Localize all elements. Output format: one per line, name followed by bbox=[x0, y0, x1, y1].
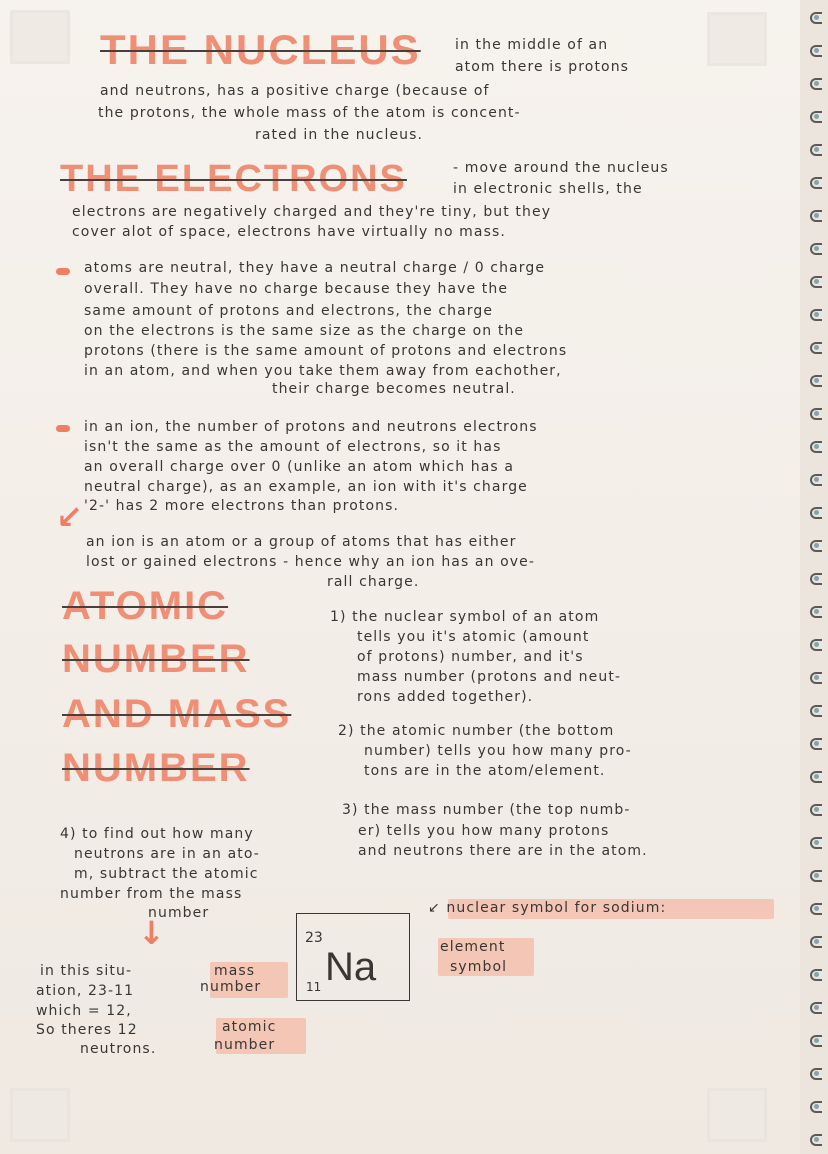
electrons-line-1: - move around the nucleus bbox=[453, 160, 669, 176]
ring-icon bbox=[810, 505, 822, 517]
point-1-line-2: tells you it's atomic (amount bbox=[357, 629, 590, 645]
ring-icon bbox=[810, 571, 822, 583]
ring-icon bbox=[810, 76, 822, 88]
bullet-mark bbox=[56, 268, 70, 275]
corner-mark bbox=[707, 12, 767, 66]
electrons-heading: THE ELECTRONS bbox=[60, 158, 407, 200]
neutral-line-5: protons (there is the same amount of protons and electrons bbox=[84, 343, 568, 359]
ring-icon bbox=[810, 703, 822, 715]
ring-icon bbox=[810, 1066, 822, 1078]
nucleus-heading: THE NUCLEUS bbox=[100, 26, 421, 73]
ring-icon bbox=[810, 43, 822, 55]
nucleus-line-1: in the middle of an bbox=[455, 37, 609, 53]
ring-icon bbox=[810, 538, 822, 550]
ring-icon bbox=[810, 340, 822, 352]
electrons-line-4: cover alot of space, electrons have virtually no mass. bbox=[72, 224, 506, 240]
point-4-line-5: number bbox=[148, 905, 210, 921]
symbol-caption: ↙ nuclear symbol for sodium: bbox=[428, 900, 667, 916]
ring-icon bbox=[810, 736, 822, 748]
example-line-4: So theres 12 bbox=[36, 1022, 138, 1038]
neutral-line-6: in an atom, and when you take them away from eachother, bbox=[84, 363, 562, 379]
ring-icon bbox=[810, 1099, 822, 1111]
point-4-line-4: number from the mass bbox=[60, 886, 243, 902]
nucleus-line-3: and neutrons, has a positive charge (because of bbox=[100, 83, 490, 99]
ring-icon bbox=[810, 142, 822, 154]
ring-icon bbox=[810, 802, 822, 814]
neutral-line-3: same amount of protons and electrons, the charge bbox=[84, 303, 494, 319]
down-arrow-icon: ↓ bbox=[138, 914, 165, 952]
corner-mark bbox=[10, 10, 70, 64]
ring-icon bbox=[810, 10, 822, 22]
electrons-line-3: electrons are negatively charged and they're tiny, but they bbox=[72, 204, 552, 220]
atomic-number: 11 bbox=[306, 980, 322, 994]
ring-icon bbox=[810, 109, 822, 121]
example-line-3: which = 12, bbox=[36, 1003, 132, 1019]
ring-icon bbox=[810, 769, 822, 781]
ring-icon bbox=[810, 307, 822, 319]
ring-icon bbox=[810, 208, 822, 220]
element-label-1: element bbox=[440, 939, 506, 955]
neutral-line-1: atoms are neutral, they have a neutral charge / 0 charge bbox=[84, 260, 546, 276]
ring-icon bbox=[810, 604, 822, 616]
element-label-2: symbol bbox=[450, 959, 508, 975]
point-2-line-1: 2) the atomic number (the bottom bbox=[338, 723, 615, 739]
ring-icon bbox=[810, 439, 822, 451]
point-1-line-3: of protons) number, and it's bbox=[357, 649, 584, 665]
ring-icon bbox=[810, 670, 822, 682]
atomic-label-1: atomic bbox=[222, 1019, 277, 1035]
point-1-line-5: rons added together). bbox=[357, 689, 534, 705]
nucleus-line-2: atom there is protons bbox=[455, 59, 630, 75]
mass-label-2: number bbox=[200, 979, 262, 995]
nucleus-line-4: the protons, the whole mass of the atom is concent- bbox=[98, 105, 521, 121]
electrons-line-2: in electronic shells, the bbox=[453, 181, 643, 197]
neutral-line-2: overall. They have no charge because they have the bbox=[84, 281, 509, 297]
mass-label-1: mass bbox=[214, 963, 256, 979]
symbol-caption-text: nuclear symbol for sodium: bbox=[446, 900, 667, 916]
atomic-heading-1: ATOMIC bbox=[62, 584, 229, 628]
point-1-line-1: 1) the nuclear symbol of an atom bbox=[330, 609, 600, 625]
ring-icon bbox=[810, 868, 822, 880]
ion-def-3: rall charge. bbox=[327, 574, 420, 590]
bullet-mark bbox=[56, 425, 70, 432]
ring-icon bbox=[810, 1132, 822, 1144]
curved-arrow-icon: ↙ bbox=[56, 498, 83, 536]
ring-icon bbox=[810, 406, 822, 418]
ion-def-1: an ion is an atom or a group of atoms that has either bbox=[86, 534, 517, 550]
nucleus-line-5: rated in the nucleus. bbox=[255, 127, 424, 143]
point-1-line-4: mass number (protons and neut- bbox=[357, 669, 622, 685]
spiral-binding bbox=[800, 0, 828, 1154]
atomic-heading-2: NUMBER bbox=[62, 637, 250, 681]
ring-icon bbox=[810, 175, 822, 187]
neutral-line-7: their charge becomes neutral. bbox=[272, 381, 516, 397]
ring-icon bbox=[810, 967, 822, 979]
point-3-line-3: and neutrons there are in the atom. bbox=[358, 843, 648, 859]
ring-icon bbox=[810, 373, 822, 385]
ring-icon bbox=[810, 472, 822, 484]
ring-icon bbox=[810, 637, 822, 649]
point-3-line-1: 3) the mass number (the top numb- bbox=[342, 802, 631, 818]
ion-def-2: lost or gained electrons - hence why an ion has an ove- bbox=[86, 554, 536, 570]
ring-icon bbox=[810, 835, 822, 847]
ring-icon bbox=[810, 901, 822, 913]
ring-icon bbox=[810, 934, 822, 946]
example-line-5: neutrons. bbox=[80, 1041, 157, 1057]
atomic-heading-3: AND MASS bbox=[62, 692, 292, 736]
example-line-2: ation, 23-11 bbox=[36, 983, 135, 999]
atomic-heading-4: NUMBER bbox=[62, 746, 250, 790]
corner-mark bbox=[707, 1088, 767, 1142]
ring-icon bbox=[810, 241, 822, 253]
point-3-line-2: er) tells you how many protons bbox=[358, 823, 610, 839]
atomic-label-2: number bbox=[214, 1037, 276, 1053]
mass-number: 23 bbox=[305, 930, 323, 946]
ion-line-3: an overall charge over 0 (unlike an atom which has a bbox=[84, 459, 515, 475]
example-line-1: in this situ- bbox=[40, 963, 133, 979]
ring-icon bbox=[810, 274, 822, 286]
ring-icon bbox=[810, 1033, 822, 1045]
ion-line-4: neutral charge), as an example, an ion with it's charge bbox=[84, 479, 528, 495]
element-symbol: Na bbox=[325, 945, 377, 989]
point-2-line-2: number) tells you how many pro- bbox=[364, 743, 632, 759]
ion-line-2: isn't the same as the amount of electrons, so it has bbox=[84, 439, 502, 455]
ion-line-5: '2-' has 2 more electrons than protons. bbox=[84, 498, 400, 514]
point-4-line-2: neutrons are in an ato- bbox=[74, 846, 260, 862]
point-4-line-1: 4) to find out how many bbox=[60, 826, 254, 842]
neutral-line-4: on the electrons is the same size as the charge on the bbox=[84, 323, 525, 339]
corner-mark bbox=[10, 1088, 70, 1142]
point-4-line-3: m, subtract the atomic bbox=[74, 866, 259, 882]
ring-icon bbox=[810, 1000, 822, 1012]
point-2-line-3: tons are in the atom/element. bbox=[364, 763, 606, 779]
ion-line-1: in an ion, the number of protons and neutrons electrons bbox=[84, 419, 538, 435]
